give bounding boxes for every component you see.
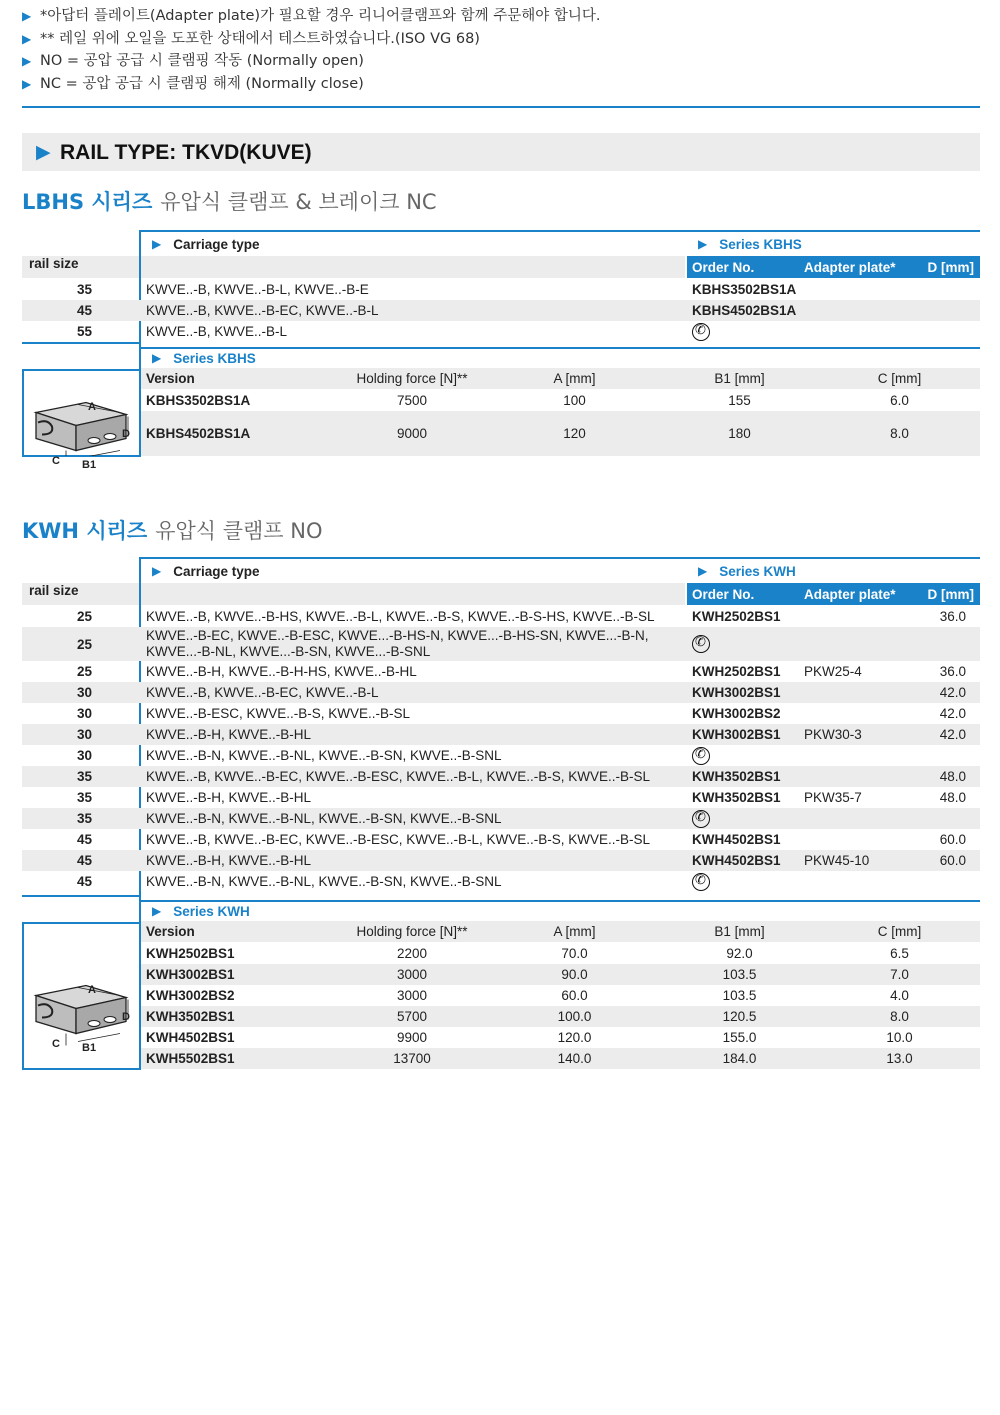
spec-row bbox=[22, 1027, 980, 1048]
d-value: 60.0 bbox=[939, 832, 966, 847]
spec-value: 8.0 bbox=[890, 426, 909, 441]
spec-column-row bbox=[22, 921, 980, 942]
order-contact bbox=[692, 871, 732, 892]
clamp-drawing bbox=[22, 369, 139, 471]
lbhs-order-table bbox=[22, 230, 980, 480]
rail-size-value: 45 bbox=[76, 874, 92, 889]
d-header: D [mm] bbox=[912, 583, 974, 605]
spec-column-header: A [mm] bbox=[553, 924, 596, 939]
order-no-value: KWH4502BS1 bbox=[692, 853, 781, 868]
rail-size-value: 30 bbox=[76, 748, 92, 763]
rail-size-value: 25 bbox=[76, 609, 92, 624]
table-row bbox=[22, 300, 980, 321]
series-header: ▶ Series KBHS bbox=[698, 236, 802, 252]
spec-column-header: C [mm] bbox=[877, 371, 922, 386]
adapter-plate-value: PKW25-4 bbox=[804, 664, 862, 679]
carriage-type-value: KWVE..-B-H, KWVE..-B-H-HS, KWVE..-B-HL bbox=[146, 664, 417, 679]
order-no-value: KWH4502BS1 bbox=[692, 832, 781, 847]
spec-value: 3000 bbox=[396, 967, 428, 982]
spec-header-row bbox=[22, 348, 980, 368]
spec-value: KBHS4502BS1A bbox=[146, 426, 251, 441]
adapter-plate-value bbox=[804, 606, 904, 627]
table-row bbox=[22, 766, 980, 787]
spec-value: 103.5 bbox=[722, 988, 757, 1003]
d-value bbox=[902, 279, 966, 300]
shade bbox=[141, 583, 685, 605]
spec-value: 2200 bbox=[396, 946, 428, 961]
spec-series-header: ▶ Series KBHS bbox=[152, 350, 256, 366]
spec-value: 155.0 bbox=[722, 1030, 757, 1045]
triangle-right-icon: ▶ bbox=[698, 564, 708, 578]
adapter-plate-value bbox=[804, 703, 904, 724]
spec-value: 13700 bbox=[393, 1051, 431, 1066]
table-row bbox=[22, 745, 980, 766]
dimension-label-b1: B1 bbox=[82, 458, 97, 471]
table-row bbox=[22, 279, 980, 300]
dimension-label-d: D bbox=[122, 427, 130, 440]
triangle-right-icon: ▶ bbox=[698, 237, 708, 251]
spec-series-header: ▶ Series KWH bbox=[152, 903, 250, 919]
order-no-value: KWH3502BS1 bbox=[692, 790, 781, 805]
d-value: 36.0 bbox=[939, 664, 966, 679]
adapter-plate-value: PKW30-3 bbox=[804, 727, 862, 742]
adapter-plate-header: Adapter plate* bbox=[804, 583, 914, 605]
adapter-plate-value bbox=[804, 300, 904, 321]
spec-column-header: C [mm] bbox=[877, 924, 922, 939]
dimension-label-a: A bbox=[88, 400, 96, 413]
spec-value: 9000 bbox=[396, 426, 428, 441]
spec-row bbox=[22, 1048, 980, 1069]
order-contact bbox=[692, 745, 732, 766]
triangle-right-icon: ▶ bbox=[152, 564, 162, 578]
carriage-type-value: KWVE..-B, KWVE..-B-EC, KWVE..-B-L bbox=[146, 685, 379, 700]
rail-type-banner: ▶ RAIL TYPE: TKVD(KUVE) bbox=[22, 133, 980, 171]
table-row bbox=[22, 808, 980, 829]
spec-value: 140.0 bbox=[557, 1051, 592, 1066]
triangle-right-icon: ▶ bbox=[22, 76, 32, 91]
phone-icon bbox=[692, 635, 710, 653]
adapter-plate-value bbox=[804, 682, 904, 703]
d-value: 42.0 bbox=[939, 727, 966, 742]
carriage-type-value: KWVE..-B-H, KWVE..-B-HL bbox=[146, 853, 312, 868]
d-value bbox=[902, 871, 966, 892]
spec-value: 7.0 bbox=[890, 967, 909, 982]
d-value: 36.0 bbox=[939, 609, 966, 624]
d-value: 48.0 bbox=[939, 790, 966, 805]
order-no-value: KWH3002BS1 bbox=[692, 685, 781, 700]
table-row bbox=[22, 724, 980, 745]
table-row bbox=[22, 682, 980, 703]
spec-value: 10.0 bbox=[886, 1030, 913, 1045]
spec-value: 4.0 bbox=[890, 988, 909, 1003]
spec-row bbox=[22, 390, 980, 411]
carriage-type-header: ▶ Carriage type bbox=[152, 236, 260, 252]
rail-size-value: 30 bbox=[76, 727, 92, 742]
note-item: ▶ ** 레일 위에 오일을 도포한 상태에서 테스트하였습니다.(ISO VG 68) bbox=[22, 28, 982, 51]
adapter-plate-value: PKW45-10 bbox=[804, 853, 870, 868]
table-row bbox=[22, 787, 980, 808]
clamp-dimension-drawing bbox=[22, 922, 139, 1069]
carriage-type-header: ▶ Carriage type bbox=[152, 563, 260, 579]
divider bbox=[22, 342, 139, 344]
spec-value: 70.0 bbox=[561, 946, 588, 961]
rail-size-value: 30 bbox=[76, 685, 92, 700]
order-no-header: Order No. bbox=[692, 256, 792, 278]
shade bbox=[141, 256, 685, 278]
order-no-value: KWH3002BS2 bbox=[692, 706, 781, 721]
triangle-right-icon: ▶ bbox=[152, 351, 162, 365]
clamp-drawing bbox=[22, 922, 139, 1069]
order-no-value: KWH3002BS1 bbox=[692, 727, 781, 742]
spec-value: 92.0 bbox=[726, 946, 753, 961]
phone-icon bbox=[692, 810, 710, 828]
spec-row bbox=[22, 964, 980, 985]
phone-icon bbox=[692, 323, 710, 341]
spec-value: 13.0 bbox=[886, 1051, 913, 1066]
spec-value: 184.0 bbox=[722, 1051, 757, 1066]
carriage-type-value: KWVE..-B, KWVE..-B-EC, KWVE..-B-L bbox=[146, 303, 379, 318]
lbhs-series-title: LBHS 시리즈 유압식 클램프 & 브레이크 NC bbox=[22, 190, 437, 214]
dimension-label-c: C bbox=[52, 454, 60, 467]
carriage-type-value: KWVE..-B-H, KWVE..-B-HL bbox=[146, 790, 312, 805]
carriage-type-value: KWVE..-B-ESC, KWVE..-B-S, KWVE..-B-SL bbox=[146, 706, 411, 721]
spec-column-header: Version bbox=[146, 371, 195, 386]
spec-value: 155 bbox=[728, 393, 751, 408]
adapter-plate-value bbox=[804, 871, 904, 892]
adapter-plate-value bbox=[804, 745, 904, 766]
spec-value: 180 bbox=[728, 426, 751, 441]
spec-value: KWH3002BS1 bbox=[146, 967, 235, 982]
rail-size-value: 45 bbox=[76, 303, 92, 318]
order-no-header: Order No. bbox=[692, 583, 792, 605]
divider bbox=[22, 895, 139, 897]
rail-size-value: 25 bbox=[76, 636, 92, 652]
spec-value: KWH4502BS1 bbox=[146, 1030, 235, 1045]
carriage-type-value: KWVE..-B, KWVE..-B-EC, KWVE..-B-ESC, KWVE..-B-L, KWVE..-B-S, KWVE..-B-SL bbox=[146, 769, 651, 784]
rail-size-value: 30 bbox=[76, 706, 92, 721]
d-value: 42.0 bbox=[939, 706, 966, 721]
triangle-right-icon: ▶ bbox=[22, 9, 32, 23]
note-item: ▶ NC = 공압 공급 시 클램핑 해제 (Normally close) bbox=[22, 73, 982, 96]
spec-value: 7500 bbox=[396, 393, 428, 408]
adapter-plate-value bbox=[804, 627, 904, 661]
spec-header-row bbox=[22, 901, 980, 921]
d-value bbox=[902, 745, 966, 766]
spec-value: KWH3002BS2 bbox=[146, 988, 235, 1003]
rail-size-header: rail size bbox=[29, 582, 79, 598]
adapter-plate-value bbox=[804, 808, 904, 829]
rail-size-value: 55 bbox=[76, 324, 92, 339]
d-header: D [mm] bbox=[912, 256, 974, 278]
series-header: ▶ Series KWH bbox=[698, 563, 796, 579]
triangle-right-icon: ▶ bbox=[22, 54, 32, 68]
spec-value: 100 bbox=[563, 393, 586, 408]
header-row bbox=[22, 559, 980, 583]
spec-value: 6.5 bbox=[890, 946, 909, 961]
rail-size-value: 45 bbox=[76, 832, 92, 847]
rail-size-header: rail size bbox=[29, 255, 79, 271]
triangle-right-icon: ▶ bbox=[36, 142, 51, 163]
divider bbox=[22, 106, 980, 108]
spec-value: KWH3502BS1 bbox=[146, 1009, 235, 1024]
spec-value: 8.0 bbox=[890, 1009, 909, 1024]
triangle-right-icon: ▶ bbox=[152, 904, 162, 918]
d-value: 42.0 bbox=[939, 685, 966, 700]
spec-value: 9900 bbox=[396, 1030, 428, 1045]
adapter-plate-value bbox=[804, 766, 904, 787]
d-value bbox=[902, 627, 966, 661]
carriage-type-value: KWVE..-B-EC, KWVE..-B-ESC, KWVE...-B-HS-N, KWVE...-B-HS-SN, KWVE...-B-N, KWVE...-B-NL, KWVE...-B-SN, KWVE...-B-SNL bbox=[146, 628, 649, 659]
adapter-plate-value bbox=[804, 279, 904, 300]
carriage-type-value: KWVE..-B-H, KWVE..-B-HL bbox=[146, 727, 312, 742]
table-row bbox=[22, 829, 980, 850]
spec-row bbox=[22, 943, 980, 964]
d-value bbox=[902, 300, 966, 321]
adapter-plate-value: PKW35-7 bbox=[804, 790, 862, 805]
rail-size-value: 45 bbox=[76, 853, 92, 868]
adapter-plate-value bbox=[804, 321, 904, 342]
order-no-value: KWH2502BS1 bbox=[692, 664, 781, 679]
spec-value: 120.5 bbox=[722, 1009, 757, 1024]
kwh-series-title: KWH 시리즈 유압식 클램프 NO bbox=[22, 519, 323, 543]
spec-column-header: B1 [mm] bbox=[714, 371, 765, 386]
note-item: ▶ *아답터 플레이트(Adapter plate)가 필요할 경우 리니어클램프와 함께 주문해야 합니다. bbox=[22, 5, 982, 28]
triangle-right-icon: ▶ bbox=[152, 237, 162, 251]
spec-value: KWH5502BS1 bbox=[146, 1051, 235, 1066]
carriage-type-value: KWVE..-B-N, KWVE..-B-NL, KWVE..-B-SN, KWVE..-B-SNL bbox=[146, 874, 502, 889]
spec-row bbox=[22, 985, 980, 1006]
order-contact bbox=[692, 808, 732, 829]
spec-value: 90.0 bbox=[561, 967, 588, 982]
phone-icon bbox=[692, 747, 710, 765]
adapter-plate-header: Adapter plate* bbox=[804, 256, 914, 278]
dimension-label-d: D bbox=[122, 1010, 130, 1023]
d-value bbox=[902, 321, 966, 342]
carriage-type-value: KWVE..-B, KWVE..-B-HS, KWVE..-B-L, KWVE..-B-S, KWVE..-B-S-HS, KWVE..-B-SL bbox=[146, 609, 655, 624]
order-no-value: KWH2502BS1 bbox=[692, 609, 781, 624]
table-row bbox=[22, 661, 980, 682]
header-row bbox=[22, 232, 980, 256]
order-contact bbox=[692, 627, 732, 661]
spec-column-header: B1 [mm] bbox=[714, 924, 765, 939]
kwh-order-table bbox=[22, 557, 980, 1072]
column-header-row bbox=[22, 583, 980, 605]
spec-row bbox=[22, 411, 980, 456]
rail-size-value: 35 bbox=[76, 811, 92, 826]
spec-column-row bbox=[22, 368, 980, 389]
spec-value: KBHS3502BS1A bbox=[146, 393, 251, 408]
notes-list bbox=[22, 5, 982, 95]
spec-value: 120.0 bbox=[557, 1030, 592, 1045]
order-no-value: KBHS4502BS1A bbox=[692, 303, 797, 318]
table-row bbox=[22, 850, 980, 871]
rail-size-value: 35 bbox=[76, 282, 92, 297]
table-row bbox=[22, 703, 980, 724]
spec-value: 120 bbox=[563, 426, 586, 441]
spec-value: 100.0 bbox=[557, 1009, 592, 1024]
order-contact bbox=[692, 321, 732, 342]
order-no-value: KWH3502BS1 bbox=[692, 769, 781, 784]
dimension-label-b1: B1 bbox=[82, 1041, 97, 1054]
spec-value: 6.0 bbox=[890, 393, 909, 408]
order-no-value: KBHS3502BS1A bbox=[692, 282, 797, 297]
rail-size-value: 35 bbox=[76, 769, 92, 784]
carriage-type-value: KWVE..-B-N, KWVE..-B-NL, KWVE..-B-SN, KWVE..-B-SNL bbox=[146, 748, 502, 763]
spec-column-header: Holding force [N]** bbox=[356, 371, 468, 386]
carriage-type-value: KWVE..-B-N, KWVE..-B-NL, KWVE..-B-SN, KWVE..-B-SNL bbox=[146, 811, 502, 826]
note-item: ▶ NO = 공압 공급 시 클램핑 작동 (Normally open) bbox=[22, 50, 982, 73]
d-value bbox=[902, 808, 966, 829]
table-row bbox=[22, 871, 980, 892]
carriage-type-value: KWVE..-B, KWVE..-B-EC, KWVE..-B-ESC, KWVE..-B-L, KWVE..-B-S, KWVE..-B-SL bbox=[146, 832, 651, 847]
spec-column-header: Holding force [N]** bbox=[356, 924, 468, 939]
spec-column-header: Version bbox=[146, 924, 195, 939]
d-value: 48.0 bbox=[939, 769, 966, 784]
table-row bbox=[22, 627, 980, 661]
spec-value: 60.0 bbox=[561, 988, 588, 1003]
table-row bbox=[22, 321, 980, 342]
triangle-right-icon: ▶ bbox=[22, 31, 32, 46]
spec-column-header: A [mm] bbox=[553, 371, 596, 386]
spec-value: 5700 bbox=[396, 1009, 428, 1024]
rail-size-value: 35 bbox=[76, 790, 92, 805]
carriage-type-value: KWVE..-B, KWVE..-B-L bbox=[146, 324, 288, 339]
column-header-row bbox=[22, 256, 980, 278]
spec-value: KWH2502BS1 bbox=[146, 946, 235, 961]
rail-size-value: 25 bbox=[76, 664, 92, 679]
dimension-label-a: A bbox=[88, 983, 96, 996]
spec-value: 103.5 bbox=[722, 967, 757, 982]
spec-value: 3000 bbox=[396, 988, 428, 1003]
carriage-type-value: KWVE..-B, KWVE..-B-L, KWVE..-B-E bbox=[146, 282, 369, 297]
clamp-dimension-drawing bbox=[22, 369, 139, 456]
d-value: 60.0 bbox=[939, 853, 966, 868]
table-row bbox=[22, 606, 980, 627]
adapter-plate-value bbox=[804, 829, 904, 850]
dimension-label-c: C bbox=[52, 1037, 60, 1050]
spec-row bbox=[22, 1006, 980, 1027]
phone-icon bbox=[692, 873, 710, 891]
